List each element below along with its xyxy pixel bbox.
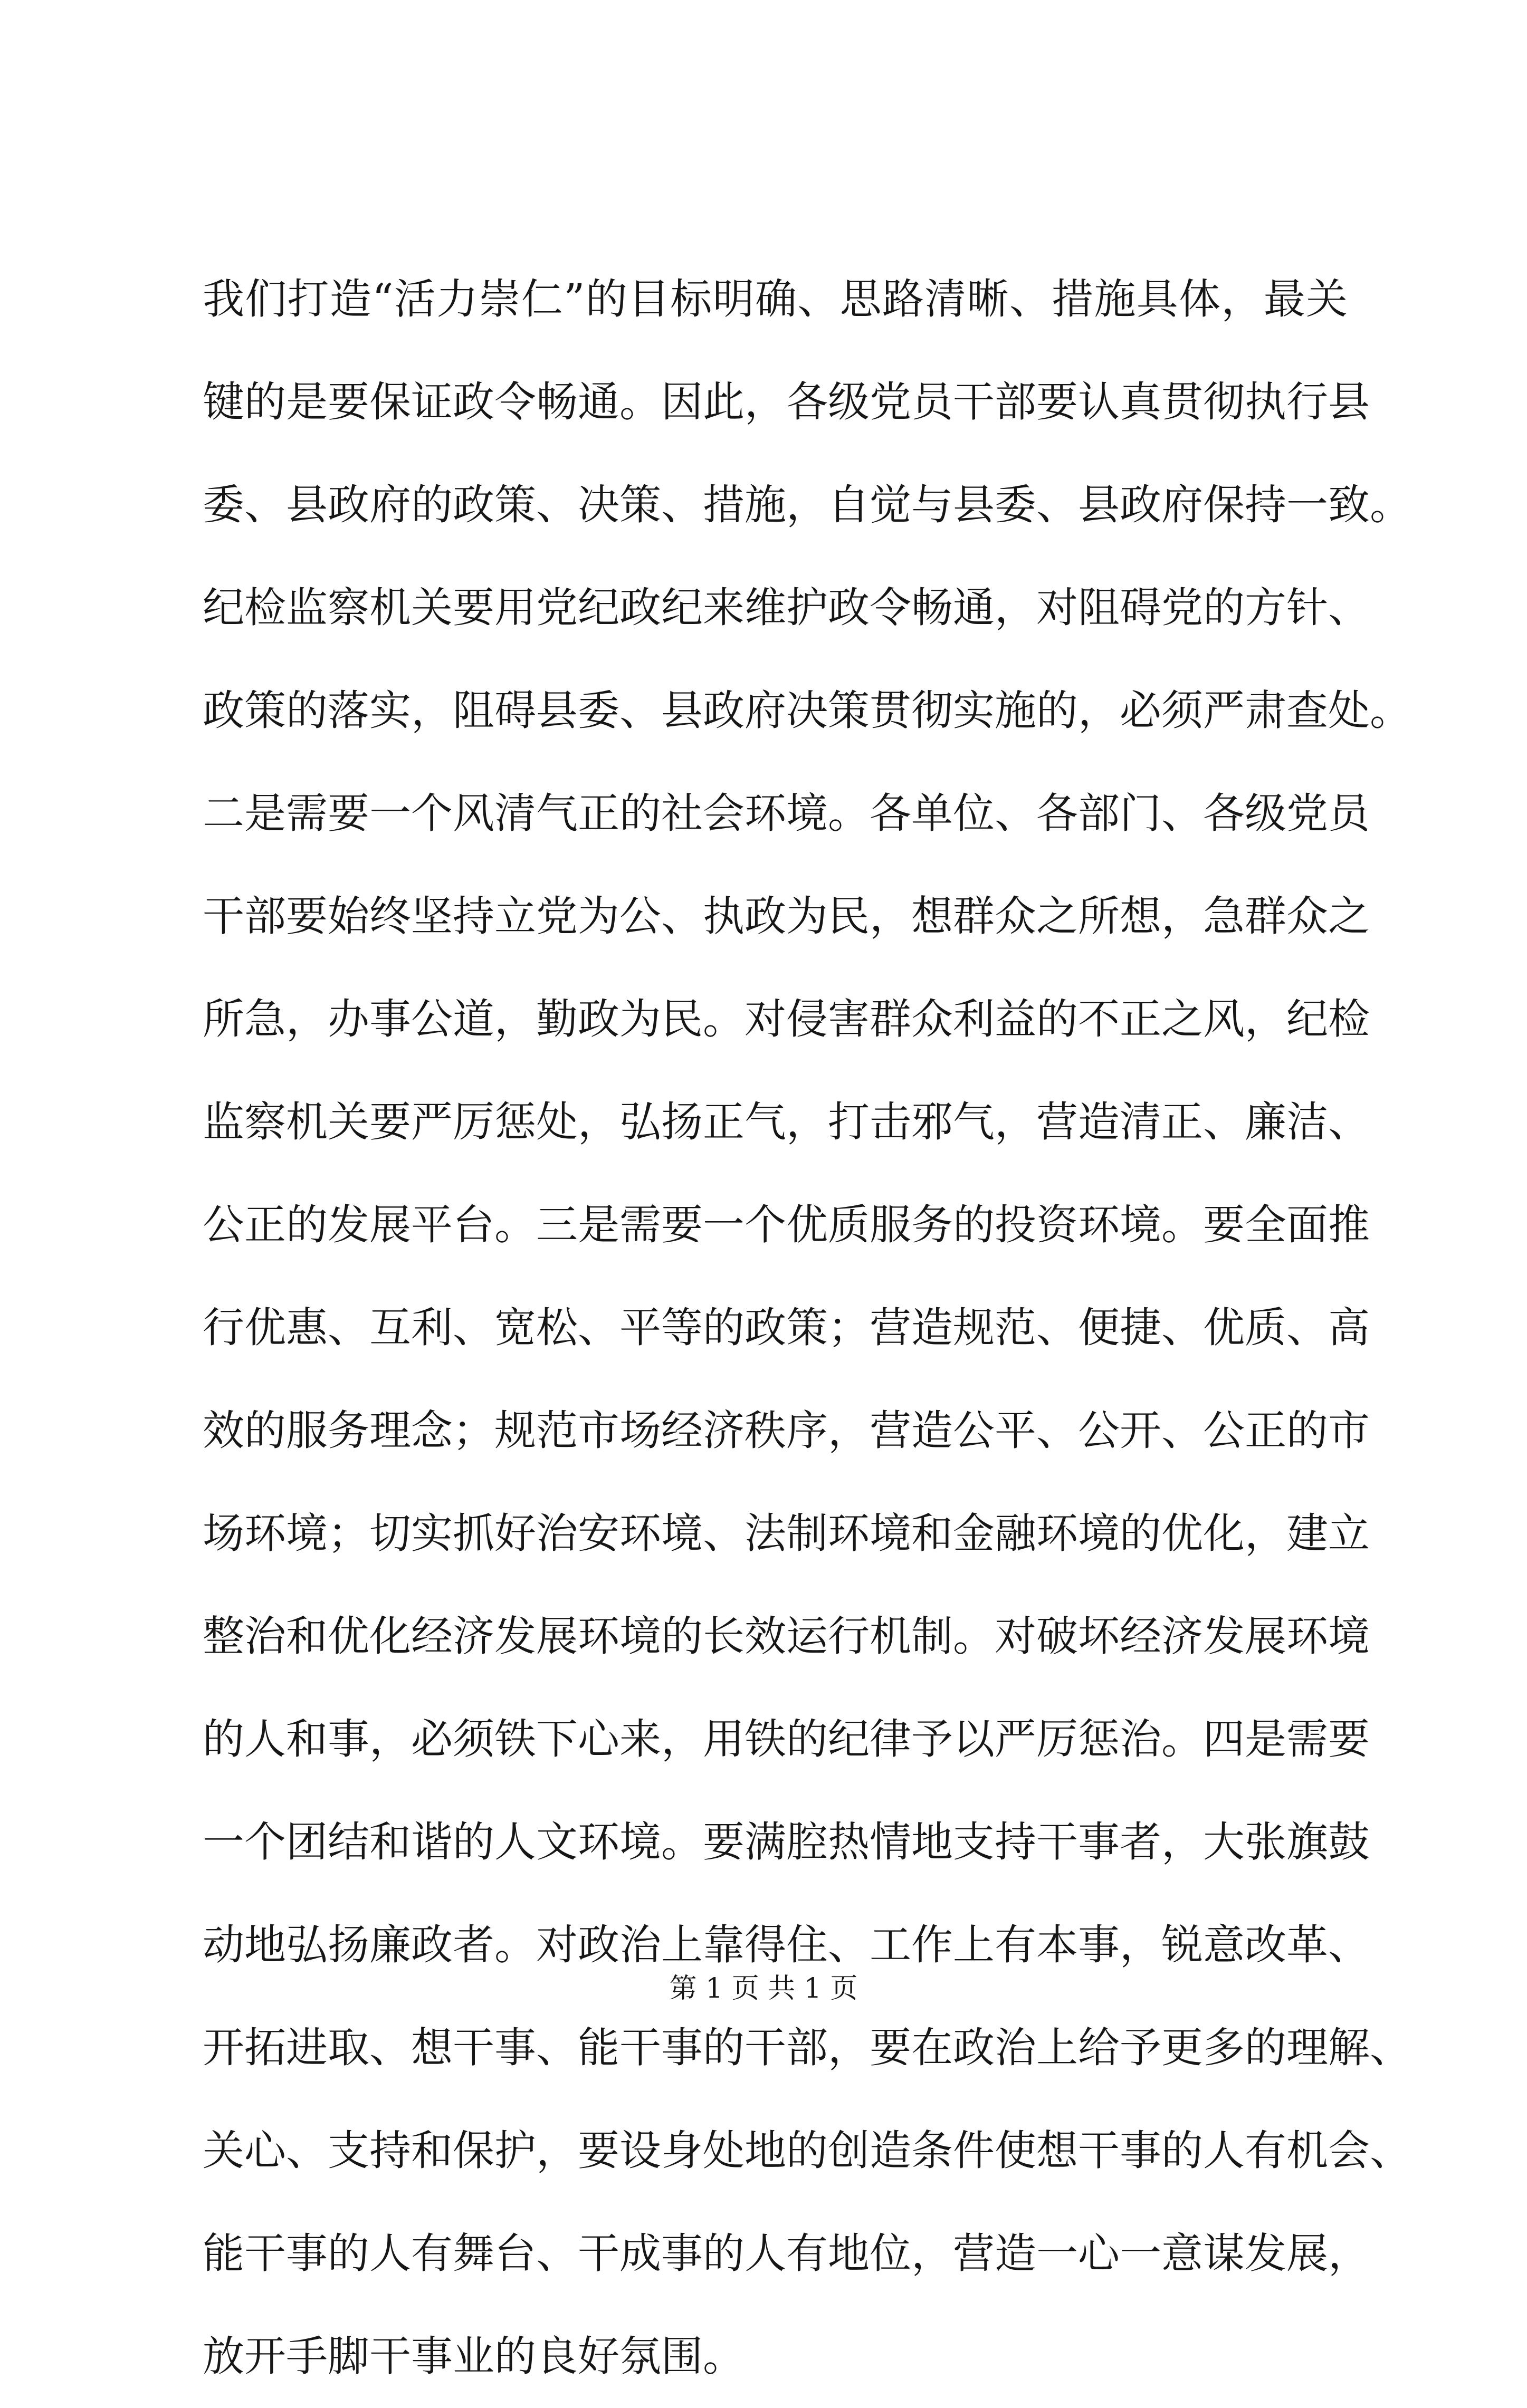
text-line: 所急，办事公道，勤政为民。对侵害群众利益的不正之风，纪检: [203, 995, 1370, 1043]
text-line: 纪检监察机关要用党纪政纪来维护政令畅通，对阻碍党的方针、: [203, 583, 1370, 632]
page-number-footer: 第 1 页 共 1 页: [669, 1973, 858, 2004]
text-line: 整治和优化经济发展环境的长效运行机制。对破坏经济发展环境: [203, 1612, 1370, 1661]
text-line: 监察机关要严厉惩处，弘扬正气，打击邪气，营造清正、廉洁、: [203, 1098, 1370, 1146]
text-line: 我们打造“活力崇仁”的目标明确、思路清晰、措施具体，最关: [203, 275, 1348, 323]
text-line: 公正的发展平台。三是需要一个优质服务的投资环境。要全面推: [203, 1201, 1370, 1249]
text-line: 行优惠、互利、宽松、平等的政策；营造规范、便捷、优质、高: [203, 1303, 1370, 1352]
text-line: 干部要始终坚持立党为公、执政为民，想群众之所想，急群众之: [203, 892, 1370, 941]
text-line: 能干事的人有舞台、干成事的人有地位，营造一心一意谋发展，: [203, 2229, 1370, 2278]
text-line: 键的是要保证政令畅通。因此，各级党员干部要认真贯彻执行县: [203, 378, 1370, 426]
text-line: 委、县政府的政策、决策、措施，自觉与县委、县政府保持一致。: [203, 481, 1411, 529]
text-line: 效的服务理念；规范市场经济秩序，营造公平、公开、公正的市: [203, 1406, 1370, 1455]
text-line: 场环境；切实抓好治安环境、法制环境和金融环境的优化，建立: [203, 1509, 1370, 1558]
text-line: 二是需要一个风清气正的社会环境。各单位、各部门、各级党员: [203, 789, 1370, 838]
text-line: 一个团结和谐的人文环境。要满腔热情地支持干事者，大张旗鼓: [203, 1818, 1370, 1866]
text-line-last: 放开手脚干事业的良好氛围。: [203, 2332, 745, 2381]
body-paragraph: [203, 248, 1411, 2408]
text-line: 关心、支持和保护，要设身处地的创造条件使想干事的人有机会、: [203, 2126, 1411, 2175]
text-line: 政策的落实，阻碍县委、县政府决策贯彻实施的，必须严肃查处。: [203, 686, 1411, 735]
text-line: 的人和事，必须铁下心来，用铁的纪律予以严厉惩治。四是需要: [203, 1715, 1370, 1763]
text-line: 开拓进取、想干事、能干事的干部，要在政治上给予更多的理解、: [203, 2023, 1411, 2072]
text-line: 动地弘扬廉政者。对政治上靠得住、工作上有本事，锐意改革、: [203, 1921, 1370, 1969]
